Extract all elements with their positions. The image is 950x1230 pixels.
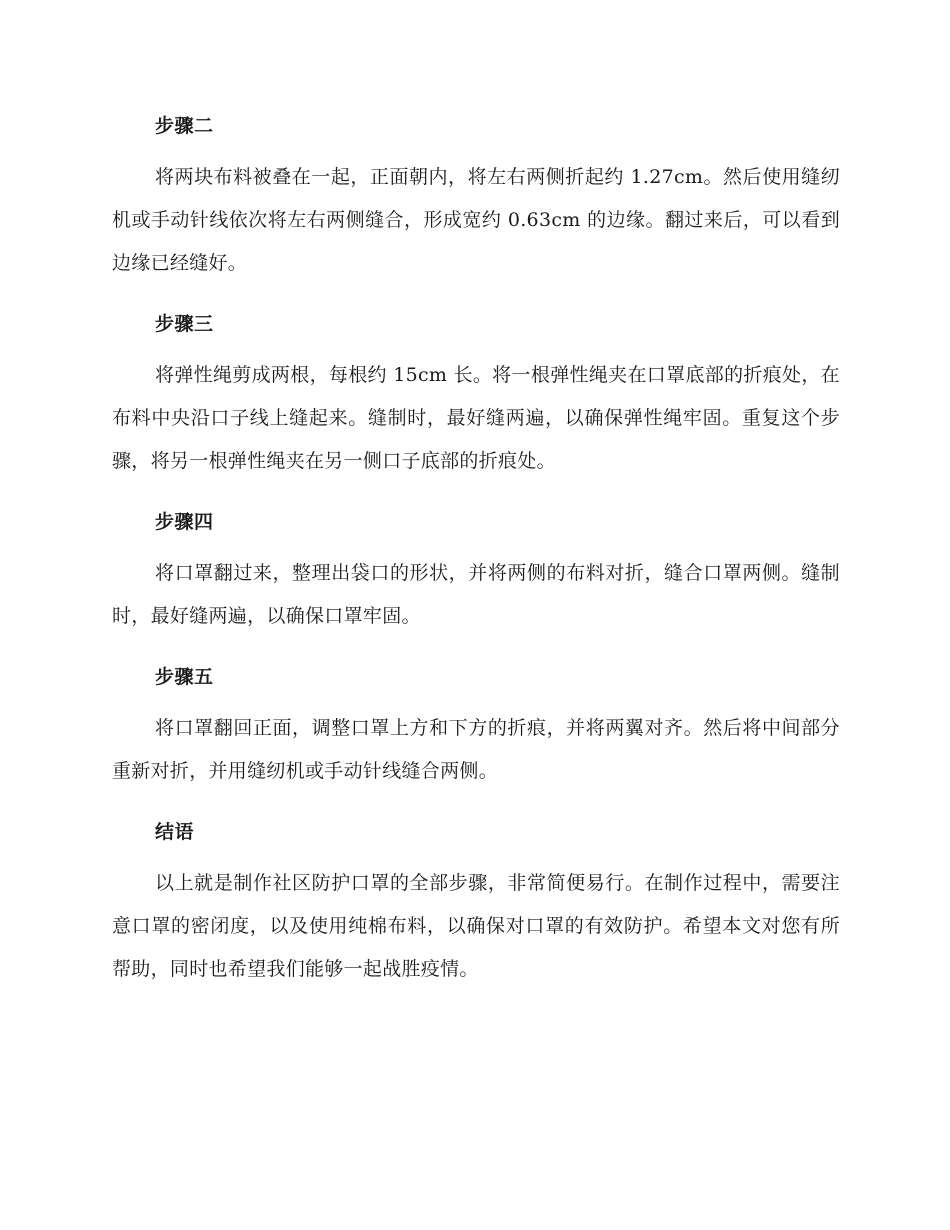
section-paragraph: 将口罩翻回正面，调整口罩上方和下方的折痕，并将两翼对齐。然后将中间部分重新对折，并用缝纫机或手动针线缝合两侧。 — [112, 717, 840, 782]
section-step-3 — [112, 306, 840, 483]
section-heading: 结语 — [155, 821, 195, 843]
section-step-5 — [112, 659, 840, 793]
section-paragraph: 将两块布料被叠在一起，正面朝内，将左右两侧折起约 1.27cm。然后使用缝纫机或手动针线依次将左右两侧缝合，形成宽约 0.63cm 的边缘。翻过来后，可以看到边缘已经缝好。 — [112, 166, 840, 274]
document-page — [112, 108, 840, 1012]
section-heading: 步骤四 — [155, 511, 214, 533]
section-heading: 步骤二 — [155, 115, 214, 137]
section-step-2 — [112, 108, 840, 285]
section-paragraph: 以上就是制作社区防护口罩的全部步骤，非常简便易行。在制作过程中，需要注意口罩的密闭度，以及使用纯棉布料，以确保对口罩的有效防护。希望本文对您有所帮助，同时也希望我们能够一起战胜疫情。 — [112, 872, 840, 980]
section-conclusion — [112, 814, 840, 991]
section-paragraph: 将口罩翻过来，整理出袋口的形状，并将两侧的布料对折，缝合口罩两侧。缝制时，最好缝两遍，以确保口罩牢固。 — [112, 562, 840, 627]
section-step-4 — [112, 504, 840, 638]
section-heading: 步骤三 — [155, 313, 214, 335]
section-heading: 步骤五 — [155, 666, 214, 688]
section-paragraph: 将弹性绳剪成两根，每根约 15cm 长。将一根弹性绳夹在口罩底部的折痕处，在布料中央沿口子线上缝起来。缝制时，最好缝两遍，以确保弹性绳牢固。重复这个步骤，将另一根弹性绳夹在另一侧口子底部的折痕处。 — [112, 364, 840, 472]
